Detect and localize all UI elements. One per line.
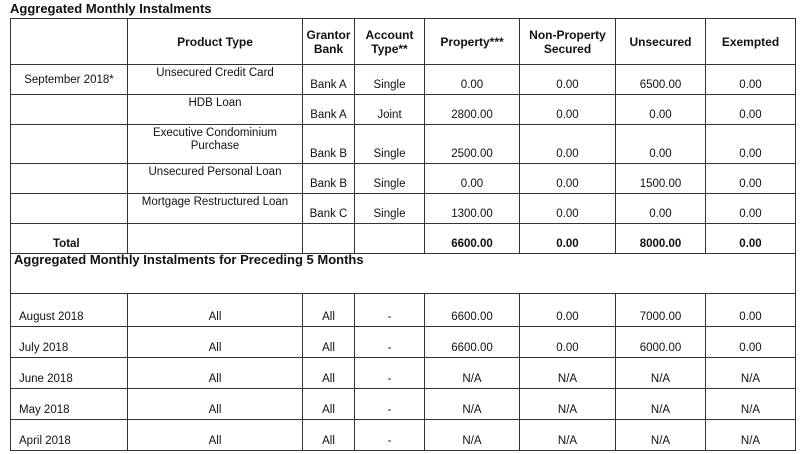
total-property: 6600.00 bbox=[425, 224, 520, 254]
header-property: Property*** bbox=[425, 19, 520, 65]
header-row bbox=[11, 19, 796, 65]
total-row bbox=[11, 224, 796, 254]
total-exempted: 0.00 bbox=[706, 224, 796, 254]
total-label: Total bbox=[11, 224, 128, 254]
table-row: April 2018 All All - N/A N/A N/A N/A bbox=[11, 420, 796, 451]
header-account-type: Account Type** bbox=[355, 19, 425, 65]
preceding-title: Aggregated Monthly Instalments for Preceding 5 Months bbox=[14, 252, 364, 267]
table-row: July 2018 All All - 6600.00 0.00 6000.00 0.00 bbox=[11, 327, 796, 358]
table-row: August 2018 All All - 6600.00 0.00 7000.00 0.00 bbox=[11, 294, 796, 327]
header-non-property-secured: Non-Property Secured bbox=[520, 19, 616, 65]
table-row: May 2018 All All - N/A N/A N/A N/A bbox=[11, 389, 796, 420]
current-month-label: September 2018* bbox=[11, 65, 128, 95]
table-row: HDB Loan Bank A Joint 2800.00 0.00 0.00 0.00 bbox=[11, 95, 796, 125]
total-nonprop: 0.00 bbox=[520, 224, 616, 254]
header-exempted: Exempted bbox=[706, 19, 796, 65]
header-product-type: Product Type bbox=[128, 19, 303, 65]
header-grantor-bank: Grantor Bank bbox=[303, 19, 355, 65]
instalments-table bbox=[10, 18, 796, 451]
table-row: Unsecured Personal Loan Bank B Single 0.00 0.00 1500.00 0.00 bbox=[11, 164, 796, 194]
header-empty bbox=[11, 19, 128, 65]
table-row: September 2018* Unsecured Credit Card Bank A Single 0.00 0.00 6500.00 0.00 bbox=[11, 65, 796, 95]
table-row: Mortgage Restructured Loan Bank C Single 1300.00 0.00 0.00 0.00 bbox=[11, 194, 796, 224]
header-unsecured: Unsecured bbox=[616, 19, 706, 65]
page-title: Aggregated Monthly Instalments bbox=[10, 1, 212, 16]
table-row: Executive Condominium Purchase Bank B Single 2500.00 0.00 0.00 0.00 bbox=[11, 125, 796, 164]
total-unsecured: 8000.00 bbox=[616, 224, 706, 254]
table-row: June 2018 All All - N/A N/A N/A N/A bbox=[11, 358, 796, 389]
